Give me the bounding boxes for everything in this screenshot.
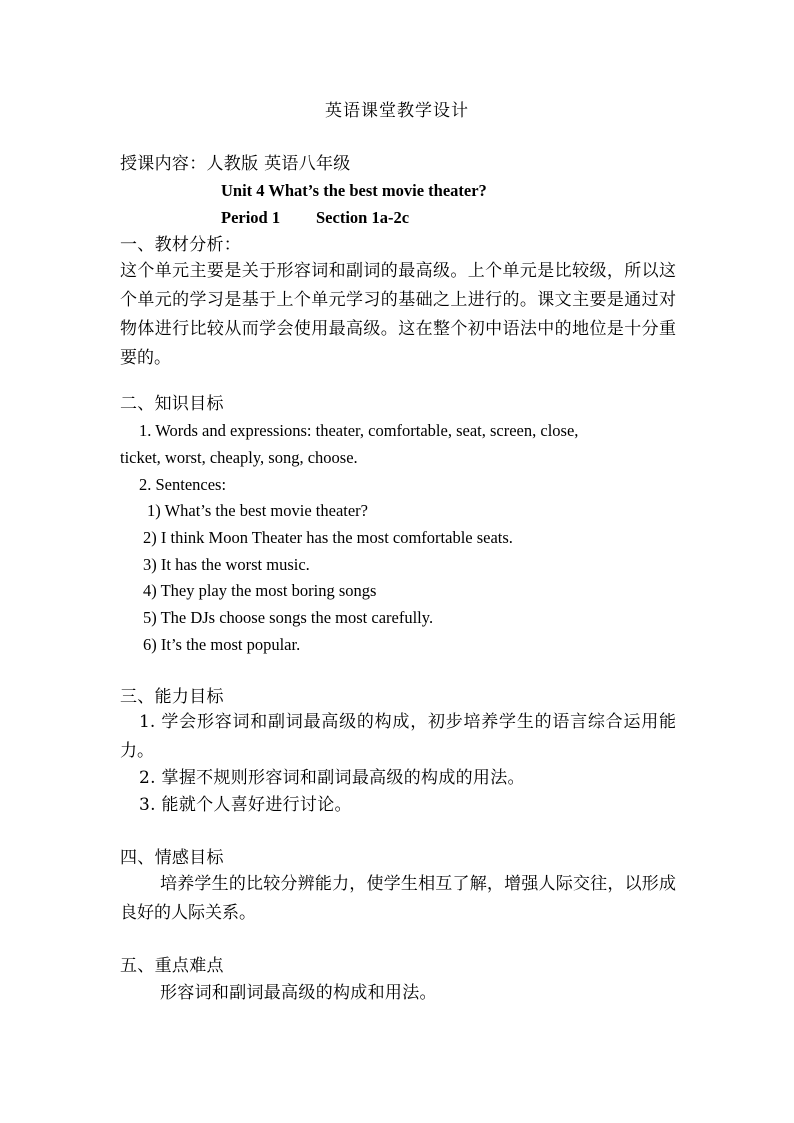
sentence-item: 4) They play the most boring songs (143, 581, 377, 600)
section-4-heading: 四、情感目标 (120, 848, 224, 868)
ability-item-2: 2. 掌握不规则形容词和副词最高级的构成的用法。 (139, 768, 525, 788)
section-5-text: 形容词和副词最高级的构成和用法。 (160, 983, 437, 1003)
section-4-paragraph: 培养学生的比较分辨能力，使学生相互了解，增强人际交往，以形成良好的人际关系。 (120, 874, 676, 923)
sentences-label: 2. Sentences: (139, 475, 227, 494)
period-label: Period 1 (221, 208, 281, 227)
section-3-heading: 三、能力目标 (120, 687, 224, 707)
sentence-item: 6) It’s the most popular. (143, 635, 301, 654)
words-line-1: 1. Words and expressions: theater, comfortable, seat, screen, close, (139, 421, 579, 440)
section-2-heading: 二、知识目标 (120, 394, 224, 414)
sentence-item: 3) It has the worst music. (143, 555, 310, 574)
ability-item-3: 3. 能就个人喜好进行讨论。 (139, 795, 352, 815)
section-1-paragraph: 这个单元主要是关于形容词和副词的最高级。上个单元是比较级，所以这个单元的学习是基于上个单元学习的基础之上进行的。课文主要是通过对物体进行比较从而学会使用最高级。这在整个初中语法中的地位是十分重要的。 (120, 261, 676, 368)
section-label: Section 1a-2c (316, 208, 410, 227)
section-1-heading: 一、教材分析： (120, 235, 242, 255)
section-5-heading: 五、重点难点 (120, 956, 224, 976)
lesson-content-label: 授课内容：人教版 英语八年级 (120, 154, 351, 174)
words-line-2: ticket, worst, cheaply, song, choose. (120, 448, 358, 467)
ability-item-1: 1. 学会形容词和副词最高级的构成，初步培养学生的语言综合运用能力。 (120, 712, 676, 761)
sentence-item: 1) What’s the best movie theater? (147, 501, 368, 520)
unit-title: Unit 4 What’s the best movie theater? (221, 181, 487, 200)
sentence-item: 2) I think Moon Theater has the most comfortable seats. (143, 528, 513, 547)
sentence-item: 5) The DJs choose songs the most carefully. (143, 608, 434, 627)
doc-title: 英语课堂教学设计 (325, 101, 469, 121)
